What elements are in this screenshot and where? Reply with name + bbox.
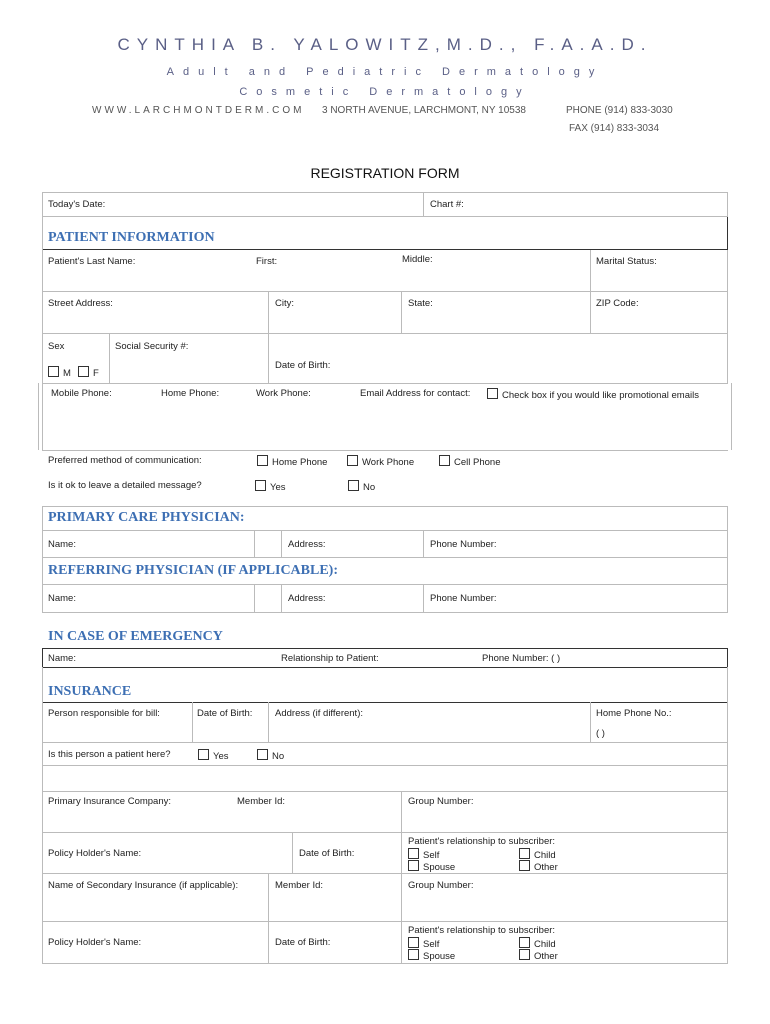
promo-email-checkbox[interactable] xyxy=(487,388,699,401)
checkbox-icon xyxy=(408,937,419,948)
checkbox-icon xyxy=(519,937,530,948)
responsible-dob-field[interactable]: Date of Birth: xyxy=(197,708,253,719)
rule xyxy=(42,557,43,612)
middle-name-field[interactable]: Middle: xyxy=(402,254,433,265)
sex-f-label: F xyxy=(93,368,99,379)
checkbox-icon xyxy=(348,480,359,491)
pcp-phone-field[interactable]: Phone Number: xyxy=(430,539,497,550)
rule xyxy=(268,702,269,742)
rule xyxy=(268,333,269,383)
pref-work-label: Work Phone xyxy=(362,457,415,468)
checkbox-icon xyxy=(257,749,268,760)
leave-message-label: Is it ok to leave a detailed message? xyxy=(48,480,202,491)
rule xyxy=(42,333,728,334)
child-label: Child xyxy=(534,850,556,861)
referring-heading: REFERRING PHYSICIAN (IF APPLICABLE): xyxy=(48,563,339,578)
checkbox-icon xyxy=(78,366,89,377)
rule xyxy=(268,921,269,963)
no-label: No xyxy=(363,482,376,493)
mobile-phone-field[interactable]: Mobile Phone: xyxy=(51,388,112,399)
responsible-home-phone-field[interactable]: Home Phone No.: xyxy=(596,708,672,719)
rule xyxy=(42,216,728,217)
leave-msg-yes-checkbox[interactable] xyxy=(255,480,286,493)
responsible-address-field[interactable]: Address (if different): xyxy=(275,708,364,719)
rule xyxy=(42,702,728,703)
yes-label: Yes xyxy=(213,751,229,762)
rule xyxy=(254,530,255,557)
is-patient-label: Is this person a patient here? xyxy=(48,749,171,760)
rule xyxy=(731,383,732,450)
checkbox-icon xyxy=(439,455,450,466)
rule xyxy=(727,192,728,217)
promo-email-label: Check box if you would like promotional emails xyxy=(502,390,699,401)
street-address-field[interactable]: Street Address: xyxy=(48,298,113,309)
emergency-relationship-field[interactable]: Relationship to Patient: xyxy=(281,653,379,664)
rule xyxy=(254,584,255,612)
rule xyxy=(42,192,43,217)
sex-f-checkbox[interactable] xyxy=(78,366,99,379)
rule xyxy=(192,702,193,742)
child-label: Child xyxy=(534,939,556,950)
rule xyxy=(42,217,43,450)
leave-msg-no-checkbox[interactable] xyxy=(348,480,375,493)
primary-member-id-field[interactable]: Member Id: xyxy=(237,796,286,807)
self-label: Self xyxy=(423,939,440,950)
office-fax: FAX (914) 833-3034 xyxy=(569,123,660,134)
rule xyxy=(268,873,269,921)
zip-field[interactable]: ZIP Code: xyxy=(596,298,639,309)
policy-holder-2-field[interactable]: Policy Holder's Name: xyxy=(48,937,142,948)
form-title: REGISTRATION FORM xyxy=(310,165,460,181)
checkbox-icon xyxy=(519,860,530,871)
rule xyxy=(109,333,110,383)
ref-address-field[interactable]: Address: xyxy=(288,593,326,604)
primary-insurance-field[interactable]: Primary Insurance Company: xyxy=(48,796,172,807)
ssn-field[interactable]: Social Security #: xyxy=(115,341,189,352)
city-field[interactable]: City: xyxy=(275,298,294,309)
checkbox-icon xyxy=(408,949,419,960)
rule xyxy=(42,291,728,292)
rule xyxy=(42,557,728,558)
todays-date-field[interactable]: Today's Date: xyxy=(48,199,106,210)
sex-label: Sex xyxy=(48,341,65,352)
other-label: Other xyxy=(534,862,558,873)
ref-phone-field[interactable]: Phone Number: xyxy=(430,593,497,604)
spouse-label: Spouse xyxy=(423,951,456,962)
emergency-phone-field[interactable]: Phone Number: ( ) xyxy=(482,653,561,664)
rule xyxy=(42,648,43,668)
website: WWW.LARCHMONTDERM.COM xyxy=(92,105,305,116)
rule xyxy=(727,506,728,557)
rule xyxy=(590,250,591,291)
relationship-label: Patient's relationship to subscriber: xyxy=(408,836,556,847)
ref-name-field[interactable]: Name: xyxy=(48,593,76,604)
insurance-heading: INSURANCE xyxy=(48,684,132,699)
preferred-contact-label: Preferred method of communication: xyxy=(48,455,202,466)
checkbox-icon xyxy=(408,848,419,859)
email-field[interactable]: Email Address for contact: xyxy=(360,388,471,399)
rule xyxy=(42,506,43,557)
rule xyxy=(42,873,728,874)
rel-other-checkbox[interactable] xyxy=(519,860,558,873)
rule xyxy=(292,832,293,873)
rule xyxy=(42,832,728,833)
checkbox-icon xyxy=(257,455,268,466)
rule xyxy=(401,291,402,333)
rule xyxy=(42,584,728,585)
rule xyxy=(401,873,402,921)
state-field[interactable]: State: xyxy=(408,298,433,309)
last-name-field[interactable]: Patient's Last Name: xyxy=(48,256,136,267)
rule xyxy=(42,506,728,507)
checkbox-icon xyxy=(347,455,358,466)
pcp-name-field[interactable]: Name: xyxy=(48,539,76,550)
rule xyxy=(423,530,424,557)
work-phone-field[interactable]: Work Phone: xyxy=(256,388,311,399)
checkbox-icon xyxy=(408,860,419,871)
checkbox-icon xyxy=(487,388,498,399)
responsible-party-field[interactable]: Person responsible for bill: xyxy=(48,708,160,719)
pref-work-checkbox[interactable] xyxy=(347,455,414,468)
pref-home-label: Home Phone xyxy=(272,457,328,468)
sex-m-label: M xyxy=(63,368,71,379)
checkbox-icon xyxy=(198,749,209,760)
specialty-line-1: Adult and Pediatric Dermatology xyxy=(166,66,604,78)
marital-status-field[interactable]: Marital Status: xyxy=(596,256,657,267)
checkbox-icon xyxy=(519,949,530,960)
pref-cell-checkbox[interactable] xyxy=(439,455,500,468)
rule xyxy=(727,667,728,963)
rule xyxy=(281,530,282,557)
home-phone-field[interactable]: Home Phone: xyxy=(161,388,220,399)
rule xyxy=(42,963,728,964)
policy-holder-2-dob-field[interactable]: Date of Birth: xyxy=(275,937,331,948)
no-label: No xyxy=(272,751,285,762)
secondary-insurance-field[interactable]: Name of Secondary Insurance (if applicable): xyxy=(48,880,239,891)
dob-field[interactable]: Date of Birth: xyxy=(275,360,331,371)
self-label: Self xyxy=(423,850,440,861)
sex-m-checkbox[interactable] xyxy=(48,366,71,379)
rule xyxy=(42,667,728,668)
spouse-label: Spouse xyxy=(423,862,456,873)
home-phone-parens: ( ) xyxy=(596,728,605,739)
rule xyxy=(401,791,402,832)
primary-group-number-field[interactable]: Group Number: xyxy=(408,796,474,807)
chart-number-field[interactable]: Chart #: xyxy=(430,199,464,210)
yes-label: Yes xyxy=(270,482,286,493)
rule xyxy=(42,383,728,384)
rule xyxy=(423,584,424,612)
pcp-heading: PRIMARY CARE PHYSICIAN: xyxy=(48,510,245,525)
checkbox-icon xyxy=(255,480,266,491)
rule xyxy=(42,450,728,451)
office-phone: PHONE (914) 833-3030 xyxy=(566,105,673,116)
relationship-2-label: Patient's relationship to subscriber: xyxy=(408,925,556,936)
checkbox-icon xyxy=(48,366,59,377)
patient-info-heading: PATIENT INFORMATION xyxy=(48,230,215,245)
rule xyxy=(401,921,402,963)
rule xyxy=(727,648,728,668)
rule xyxy=(401,832,402,873)
rule xyxy=(42,921,728,922)
policy-holder-field[interactable]: Policy Holder's Name: xyxy=(48,848,142,859)
rule xyxy=(42,249,728,250)
rule xyxy=(42,612,728,613)
rel-spouse-checkbox[interactable] xyxy=(408,860,455,873)
pcp-address-field[interactable]: Address: xyxy=(288,539,326,550)
secondary-member-id-field[interactable]: Member Id: xyxy=(275,880,324,891)
rule xyxy=(38,383,39,450)
office-address: 3 NORTH AVENUE, LARCHMONT, NY 10538 xyxy=(322,105,526,116)
rule xyxy=(727,250,728,383)
pref-cell-label: Cell Phone xyxy=(454,457,501,468)
pref-home-checkbox[interactable] xyxy=(257,455,327,468)
rule xyxy=(42,742,728,743)
rule xyxy=(42,791,728,792)
rule xyxy=(281,584,282,612)
rule xyxy=(590,702,591,742)
doctor-name: CYNTHIA B. YALOWITZ,M.D., F.A.A.D. xyxy=(117,35,653,54)
rel2-other-checkbox[interactable] xyxy=(519,949,558,962)
rule xyxy=(42,192,728,193)
policy-holder-dob-field[interactable]: Date of Birth: xyxy=(299,848,355,859)
rule xyxy=(268,291,269,333)
rel2-spouse-checkbox[interactable] xyxy=(408,949,455,962)
rule xyxy=(42,530,728,531)
secondary-group-number-field[interactable]: Group Number: xyxy=(408,880,474,891)
other-label: Other xyxy=(534,951,558,962)
first-name-field[interactable]: First: xyxy=(256,256,278,267)
is-patient-no-checkbox[interactable] xyxy=(257,749,284,762)
specialty-line-2: Cosmetic Dermatology xyxy=(239,86,531,98)
rule xyxy=(42,765,728,766)
is-patient-yes-checkbox[interactable] xyxy=(198,749,229,762)
rule xyxy=(42,667,43,963)
rule xyxy=(727,217,728,250)
checkbox-icon xyxy=(519,848,530,859)
rule xyxy=(42,648,728,649)
rule xyxy=(423,192,424,217)
emergency-heading: IN CASE OF EMERGENCY xyxy=(48,629,223,644)
emergency-name-field[interactable]: Name: xyxy=(48,653,76,664)
rule xyxy=(727,557,728,612)
rule xyxy=(590,291,591,333)
